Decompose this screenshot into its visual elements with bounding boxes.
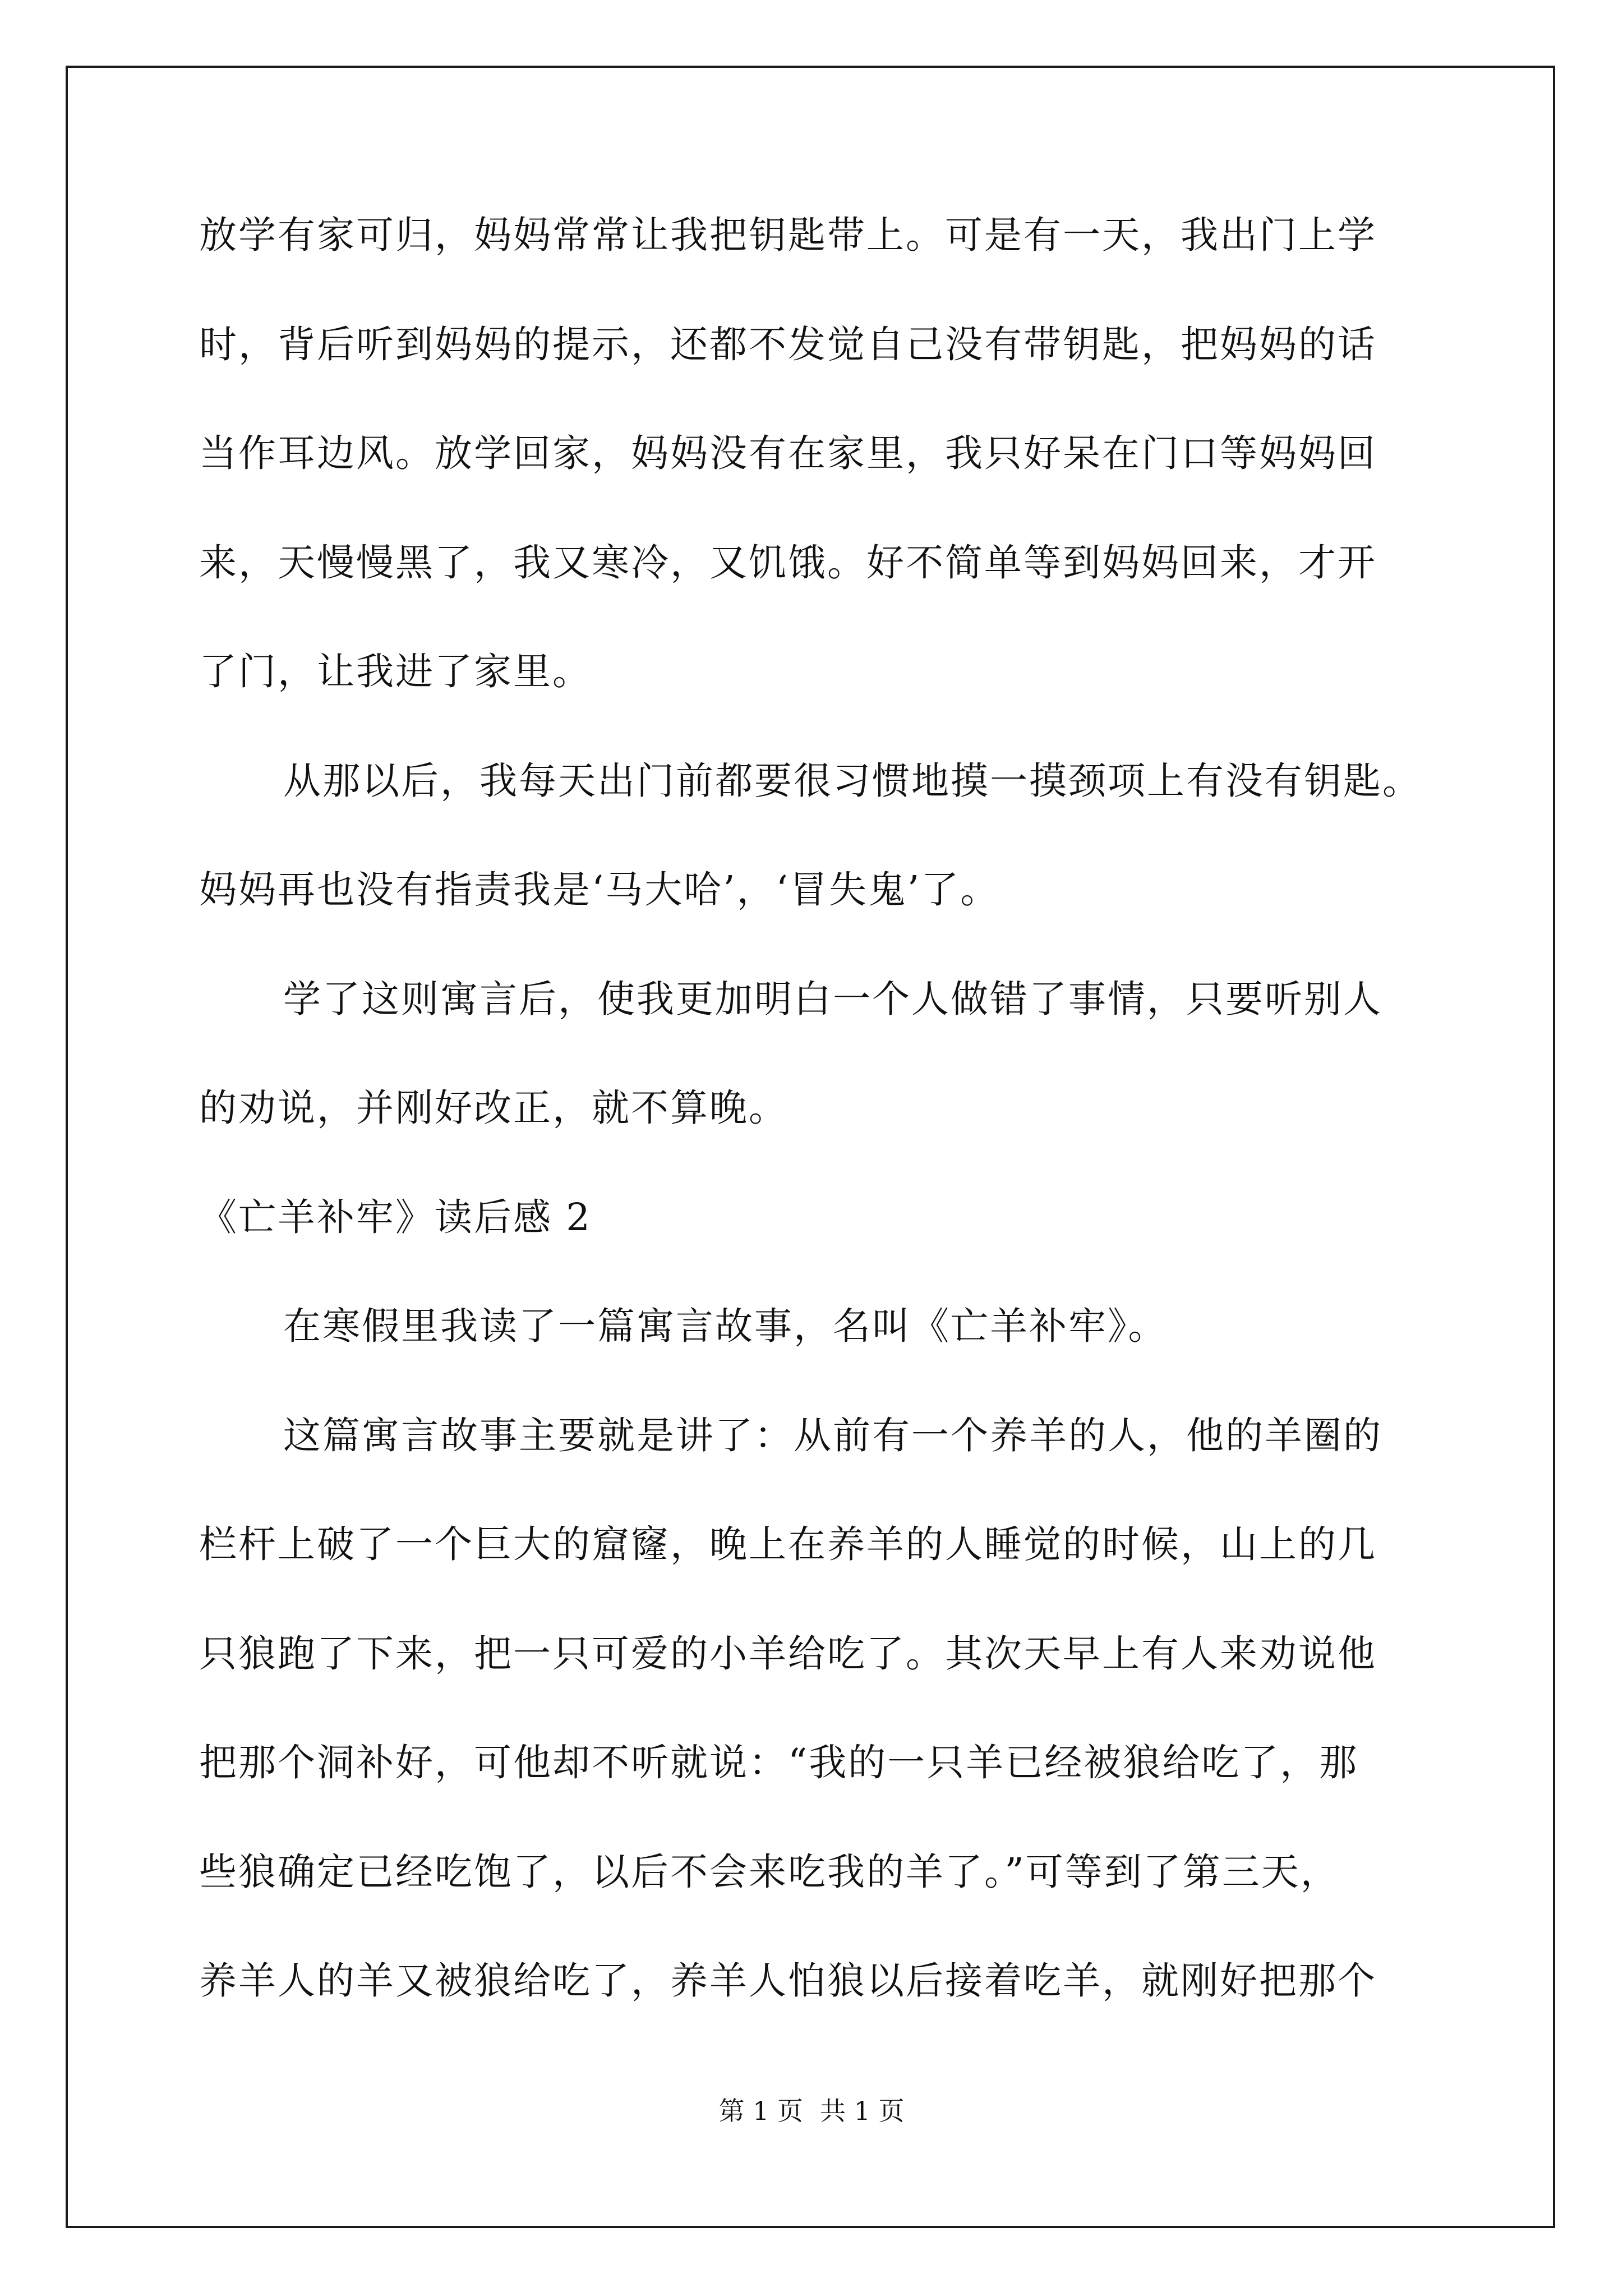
text-line: 养羊人的羊又被狼给吃了，养羊人怕狼以后接着吃羊，就刚好把那个 [199, 1959, 1377, 2003]
document-body [199, 210, 1427, 2065]
text-line: 从那以后，我每天出门前都要很习惯地摸一摸颈项上有没有钥匙。 [283, 758, 1422, 803]
text-line: 来，天慢慢黑了，我又寒冷，又饥饿。好不简单等到妈妈回来，才开 [199, 540, 1377, 585]
text-line: 把那个洞补好，可他却不听就说：“我的一只羊已经被狼给吃了，那 [199, 1741, 1359, 1784]
text-line: 只狼跑了下来，把一只可爱的小羊给吃了。其次天早上有人来劝说他 [199, 1631, 1377, 1676]
text-line: 的劝说，并刚好改正，就不算晚。 [199, 1086, 788, 1130]
page-footer [0, 2094, 1623, 2128]
page-number: 第 1 页 [718, 2096, 803, 2126]
section-heading: 《亡羊补牢》读后感 2 [199, 1195, 592, 1239]
text-line: 这篇寓言故事主要就是讲了：从前有一个养羊的人，他的羊圈的 [283, 1413, 1382, 1457]
text-line: 些狼确定已经吃饱了，以后不会来吃我的羊了。”可等到了第三天， [199, 1849, 1340, 1894]
text-line: 时，背后听到妈妈的提示，还都不发觉自己没有带钥匙，把妈妈的话 [199, 322, 1377, 366]
text-line: 妈妈再也没有指责我是‘马大哈’，‘冒失鬼’了。 [199, 868, 1000, 912]
text-line: 学了这则寓言后，使我更加明白一个人做错了事情，只要听别人 [283, 977, 1382, 1021]
page-total: 共 1 页 [820, 2096, 905, 2126]
text-line: 在寒假里我读了一篇寓言故事，名叫《亡羊补牢》。 [283, 1304, 1168, 1348]
text-line: 当作耳边风。放学回家，妈妈没有在家里，我只好呆在门口等妈妈回 [199, 431, 1377, 475]
text-line: 了门，让我进了家里。 [199, 650, 592, 693]
text-line: 放学有家可归，妈妈常常让我把钥匙带上。可是有一天，我出门上学 [199, 213, 1377, 257]
text-line: 栏杆上破了一个巨大的窟窿，晚上在养羊的人睡觉的时候，山上的几 [199, 1522, 1377, 1566]
